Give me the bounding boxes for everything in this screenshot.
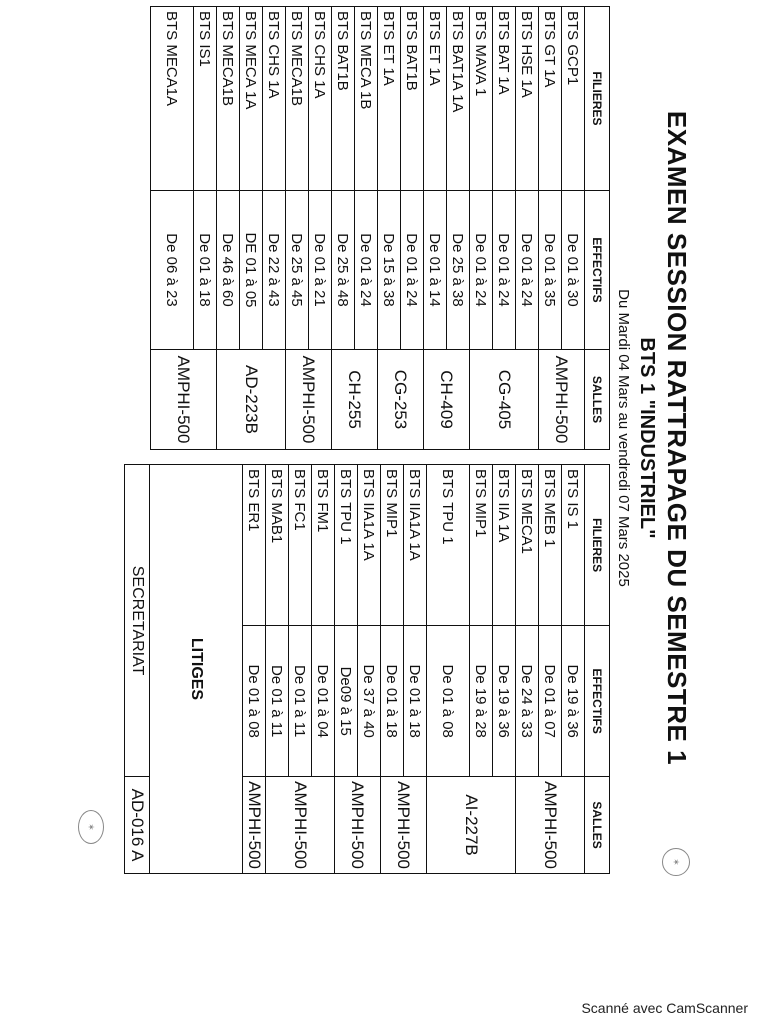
salle-cell: AMPHI-500 [151,350,217,450]
table-header-row [585,465,610,874]
filiere-cell: BTS MECA1B [286,7,309,191]
effectif-cell: De09 à 15 [335,626,358,777]
table-row [243,465,266,874]
salle-cell: AMPHI-500 [243,777,266,874]
col-header-salles: SALLES [585,350,610,450]
effectif-cell: De 01 à 08 [243,626,266,777]
effectif-cell: De 19 à 36 [562,626,585,777]
effectif-cell: De 01 à 11 [289,626,312,777]
filiere-cell: BTS TPU 1 [335,465,358,626]
school-logo-top: ✶ [662,848,690,876]
effectif-cell: De 06 à 23 [151,191,194,350]
salle-cell: AMPHI-500 [266,777,335,874]
effectif-cell: De 01 à 24 [470,191,493,350]
filiere-cell: BTS BAT1A 1A [447,7,470,191]
document-title: EXAMEN SESSION RATTRAPAGE DU SEMESTRE 1 [662,110,692,766]
effectif-cell: De 19 à 28 [470,626,493,777]
effectif-cell: De 01 à 35 [539,191,562,350]
effectif-cell: De 01 à 04 [312,626,335,777]
filiere-cell: BTS FC1 [289,465,312,626]
filiere-cell: BTS BAT1B [332,7,355,191]
effectif-cell: De 25 à 48 [332,191,355,350]
effectif-cell: De 01 à 24 [516,191,539,350]
table-row [358,465,381,874]
table-row [516,7,539,450]
filiere-cell: BTS MEB 1 [539,465,562,626]
salle-cell: AD-223B [217,350,286,450]
filiere-cell: BTS IIA 1A [493,465,516,626]
filiere-cell: BTS ET 1A [378,7,401,191]
salle-cell: AMPHI-500 [539,350,585,450]
right-schedule-table [124,464,610,874]
effectif-cell: De 01 à 21 [309,191,332,350]
col-header-effectifs: EFFECTIFS [585,626,610,777]
salle-cell: CH-409 [424,350,470,450]
filiere-cell: BTS HSE 1A [516,7,539,191]
effectif-cell: De 01 à 11 [266,626,289,777]
table-row [194,7,217,450]
effectif-cell: De 01 à 18 [194,191,217,350]
effectif-cell: De 24 à 33 [516,626,539,777]
effectif-cell: De 01 à 14 [424,191,447,350]
filiere-cell: BTS MAVA 1 [470,7,493,191]
effectif-cell: De 19 à 36 [493,626,516,777]
table-row [263,7,286,450]
salle-cell: AMPHI-500 [335,777,381,874]
filiere-cell: BTS MECA 1B [355,7,378,191]
col-header-effectifs: EFFECTIFS [585,191,610,350]
filiere-cell: BTS MIP1 [381,465,404,626]
filiere-cell: BTS ER1 [243,465,266,626]
col-header-salles: SALLES [585,777,610,874]
table-row [312,465,335,874]
effectif-cell: De 01 à 18 [381,626,404,777]
filiere-cell: BTS BAT1B [401,7,424,191]
col-header-filieres: FILIERES [585,7,610,191]
table-row [309,7,332,450]
exam-dates: Du Mardi 04 Mars au vendredi 07 Mars 2025 [615,289,632,587]
effectif-cell: De 15 à 38 [378,191,401,350]
filiere-cell: BTS MIP1 [470,465,493,626]
effectif-cell: De 22 à 43 [263,191,286,350]
filiere-cell: BTS IS1 [194,7,217,191]
filiere-cell: BTS BAT 1A [493,7,516,191]
table-row [447,7,470,450]
table-row [355,7,378,450]
filiere-cell: BTS CHS 1A [263,7,286,191]
filiere-cell: BTS MECA1B [217,7,240,191]
salle-cell: AI-227B [427,777,516,874]
filiere-cell: BTS GT 1A [539,7,562,191]
table-row [562,465,585,874]
litiges-row [150,465,243,874]
filiere-cell: BTS ET 1A [424,7,447,191]
table-row [401,7,424,450]
filiere-cell: BTS GCP1 [562,7,585,191]
effectif-cell: De 01 à 24 [401,191,424,350]
table-row [404,465,427,874]
school-logo-bottom: ✶ [78,810,104,844]
col-header-filieres: FILIERES [585,465,610,626]
filiere-cell: BTS MECA 1A [240,7,263,191]
filiere-cell: BTS IIA1A 1A [404,465,427,626]
secretariat-salle-cell: AD-016 A [125,777,150,874]
filiere-cell: BTS MAB1 [266,465,289,626]
effectif-cell: De 01 à 08 [427,626,470,777]
table-row [493,465,516,874]
filiere-cell: BTS MECA1A [151,7,194,191]
effectif-cell: De 01 à 24 [355,191,378,350]
litiges-cell: LITIGES [150,465,243,874]
effectif-cell: De 01 à 07 [539,626,562,777]
table-header-row [585,7,610,450]
filiere-cell: BTS TPU 1 [427,465,470,626]
document-subtitle: BTS 1 "INDUSTRIEL" [636,337,658,539]
effectif-cell: De 01 à 24 [493,191,516,350]
filiere-cell: BTS IIA1A 1A [358,465,381,626]
left-schedule-table [150,6,610,450]
salle-cell: CG-253 [378,350,424,450]
effectif-cell: De 01 à 18 [404,626,427,777]
salle-cell: AMPHI-500 [286,350,332,450]
filiere-cell: BTS MECA1 [516,465,539,626]
effectif-cell: DE 01 à 05 [240,191,263,350]
filiere-cell: BTS IS 1 [562,465,585,626]
effectif-cell: De 25 à 45 [286,191,309,350]
salle-cell: CG-405 [470,350,539,450]
effectif-cell: De 37 à 40 [358,626,381,777]
effectif-cell: De 46 à 60 [217,191,240,350]
salle-cell: AMPHI-500 [381,777,427,874]
filiere-cell: BTS CHS 1A [309,7,332,191]
salle-cell: AMPHI-500 [516,777,585,874]
secretariat-cell: SECRETARIAT [125,465,150,777]
exam-document [74,0,694,878]
filiere-cell: BTS FM1 [312,465,335,626]
effectif-cell: De 01 à 30 [562,191,585,350]
table-row [562,7,585,450]
effectif-cell: De 25 à 38 [447,191,470,350]
camscanner-watermark: Scanné avec CamScanner [581,1000,748,1016]
salle-cell: CH-255 [332,350,378,450]
secretariat-row [125,465,150,874]
